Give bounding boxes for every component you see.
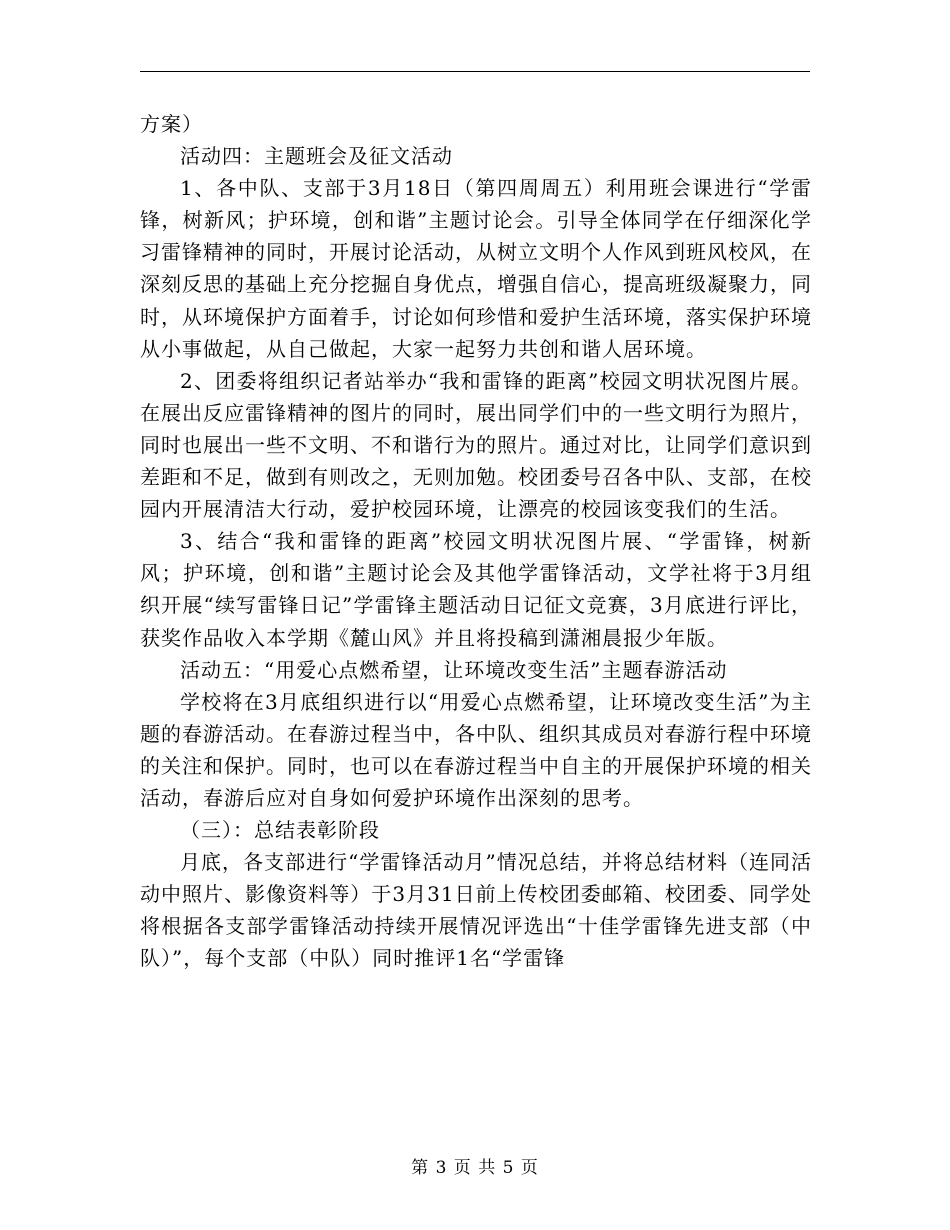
- document-body: [140, 108, 812, 975]
- paragraph-item-3: 3、结合“我和雷锋的距离”校园文明状况图片展、“学雷锋，树新风；护环境，创和谐”主题讨论会及其他学雷锋活动，文学社将于3月组织开展“续写雷锋日记”学雷锋主题活动日记征文竞赛，3月底进行评比，获奖作品收入本学期《麓山风》并且将投稿到潇湘晨报少年版。: [140, 529, 812, 650]
- heading-activity-four: 活动四：主题班会及征文活动: [180, 144, 453, 169]
- paragraph-continuation: 方案）: [140, 112, 203, 136]
- paragraph-item-2: 2、团委将组织记者站举办“我和雷锋的距离”校园文明状况图片展。在展出反应雷锋精神的图片的同时，展出同学们中的一些文明行为照片，同时也展出一些不文明、不和谐行为的照片。通过对比，让同学们意识到差距和不足，做到有则改之，无则加勉。校团委号召各中队、支部，在校园内开展清洁大行动，爱护校园环境，让漂亮的校园该变我们的生活。: [140, 368, 812, 522]
- heading-summary-stage: （三）：总结表彰阶段: [180, 818, 380, 843]
- paragraph-summary: 月底，各支部进行“学雷锋活动月”情况总结，并将总结材料（连同活动中照片、影像资料等）于3月31日前上传校团委邮箱、校团委、同学处将根据各支部学雷锋活动持续开展情况评选出“十佳学雷锋先进支部（中队）”，每个支部（中队）同时推评1名“学雷锋: [140, 850, 812, 971]
- paragraph-item-1: 1、各中队、支部于3月18日（第四周周五）利用班会课进行“学雷锋，树新风；护环境，创和谐”主题讨论会。引导全体同学在仔细深化学习雷锋精神的同时，开展讨论活动，从树立文明个人作风到班风校风，在深刻反思的基础上充分挖掘自身优点，增强自信心，提高班级凝聚力，同时，从环境保护方面着手，讨论如何珍惜和爱护生活环境，落实保护环境从小事做起，从自己做起，大家一起努力共创和谐人居环境。: [140, 176, 812, 361]
- paragraph-spring-outing: 学校将在3月底组织进行以“用爱心点燃希望，让环境改变生活”为主题的春游活动。在春游过程当中，各中队、组织其成员对春游行程中环境的关注和保护。同时，也可以在春游过程当中自主的开展保护环境的相关活动，春游后应对自身如何爱护环境作出深刻的思考。: [140, 689, 812, 810]
- header-rule: [140, 71, 810, 72]
- heading-activity-five: 活动五：“用爱心点燃希望，让环境改变生活”主题春游活动: [180, 657, 728, 682]
- page-number-footer: 第 3 页 共 5 页: [411, 1158, 539, 1178]
